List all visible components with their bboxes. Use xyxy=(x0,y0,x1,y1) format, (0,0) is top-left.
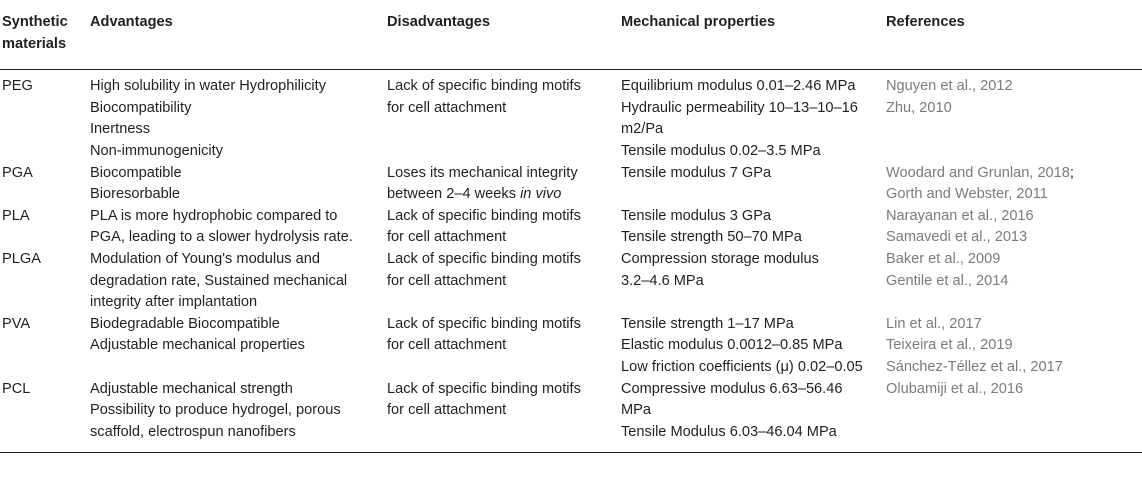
reference-link[interactable]: Nguyen et al., 2012 xyxy=(886,78,1013,95)
material-cell: PEG xyxy=(2,78,33,95)
mechanical-cell xyxy=(619,314,884,379)
disadvantages-line: for cell attachment xyxy=(387,402,507,419)
disadvantages-line: Lack of specific binding motifs xyxy=(387,207,581,224)
material-cell: PCL xyxy=(0,379,88,453)
disadvantages-cell xyxy=(385,249,619,314)
reference-link[interactable]: Zhu, 2010 xyxy=(886,99,952,116)
disadvantages-line: Loses its mechanical integrity xyxy=(387,164,578,181)
advantages-cell xyxy=(88,249,385,314)
advantages-line: Biocompatible xyxy=(90,164,182,181)
advantages-line: Bioresorbable xyxy=(90,186,181,203)
header-advantages: Advantages xyxy=(88,2,385,70)
mechanical-line: 3.2–4.6 MPa xyxy=(621,272,704,289)
material-cell: PLA xyxy=(2,207,30,224)
disadvantages-italic: in vivo xyxy=(520,186,562,203)
advantages-line: Adjustable mechanical strength xyxy=(90,380,293,397)
advantages-cell xyxy=(88,314,385,379)
advantages-line: integrity after implantation xyxy=(90,294,258,311)
reference-link[interactable]: Olubamiji et al., 2016 xyxy=(886,380,1024,397)
table-row xyxy=(0,379,1142,453)
disadvantages-line xyxy=(387,184,619,206)
advantages-cell xyxy=(88,70,385,163)
mechanical-line: Tensile strength 50–70 MPa xyxy=(621,229,802,246)
reference-link[interactable]: Woodard and Grunlan, 2018 xyxy=(886,164,1070,181)
mechanical-cell xyxy=(619,379,884,453)
mechanical-line: Tensile modulus 3 GPa xyxy=(621,207,772,224)
mechanical-line: Tensile modulus 7 GPa xyxy=(621,164,772,181)
advantages-line: Non-immunogenicity xyxy=(90,142,224,159)
reference-link[interactable]: Lin et al., 2017 xyxy=(886,315,982,332)
table-row xyxy=(0,314,1142,379)
advantages-line: Possibility to produce hydrogel, porous xyxy=(90,402,341,419)
disadvantages-cell xyxy=(385,206,619,249)
advantages-cell xyxy=(88,163,385,206)
material-cell: PLGA xyxy=(2,250,41,267)
advantages-cell xyxy=(88,206,385,249)
mechanical-cell xyxy=(619,70,884,163)
references-cell xyxy=(884,206,1142,249)
table-row xyxy=(0,206,1142,249)
mechanical-line: MPa xyxy=(621,402,652,419)
advantages-line: PLA is more hydrophobic compared to xyxy=(90,207,338,224)
disadvantages-line: Lack of specific binding motifs xyxy=(387,315,581,332)
reference-link[interactable]: Samavedi et al., 2013 xyxy=(886,229,1028,246)
disadvantages-cell xyxy=(385,70,619,163)
mechanical-line: Compressive modulus 6.63–56.46 xyxy=(621,380,843,397)
advantages-cell xyxy=(88,379,385,453)
header-mechanical: Mechanical properties xyxy=(619,2,884,70)
references-cell xyxy=(884,314,1142,379)
disadvantages-cell xyxy=(385,379,619,453)
material-cell: PGA xyxy=(2,164,33,181)
reference-link[interactable]: Baker et al., 2009 xyxy=(886,250,1001,267)
advantages-line: Biocompatibility xyxy=(90,99,192,116)
material-cell: PVA xyxy=(2,315,31,332)
references-cell xyxy=(884,249,1142,314)
synthetic-materials-table xyxy=(0,2,1142,453)
disadvantages-cell xyxy=(385,163,619,206)
header-material-line: Synthetic xyxy=(2,14,68,30)
disadvantages-line: Lack of specific binding motifs xyxy=(387,380,581,397)
disadvantages-line: Lack of specific binding motifs xyxy=(387,250,581,267)
reference-link[interactable]: Gentile et al., 2014 xyxy=(886,272,1009,289)
mechanical-line: Tensile strength 1–17 MPa xyxy=(621,315,794,332)
advantages-line: scaffold, electrospun nanofibers xyxy=(90,423,296,440)
disadvantages-line: Lack of specific binding motifs xyxy=(387,78,581,95)
references-cell xyxy=(884,163,1142,206)
header-references: References xyxy=(884,2,1142,70)
advantages-line: Biodegradable Biocompatible xyxy=(90,315,280,332)
disadvantages-cell xyxy=(385,314,619,379)
reference-link[interactable]: Teixeira et al., 2019 xyxy=(886,337,1013,354)
header-material-line: materials xyxy=(2,35,67,52)
mechanical-line: Low friction coefficients (μ) 0.02–0.05 xyxy=(621,358,863,375)
header-material xyxy=(0,2,88,70)
table-row xyxy=(0,163,1142,206)
reference-separator: ; xyxy=(1069,164,1074,181)
table-row xyxy=(0,70,1142,163)
table-row xyxy=(0,249,1142,314)
mechanical-cell xyxy=(619,163,884,206)
reference-line xyxy=(886,163,1142,185)
disadvantages-line: for cell attachment xyxy=(387,229,507,246)
mechanical-line: Equilibrium modulus 0.01–2.46 MPa xyxy=(621,78,856,95)
mechanical-line: m2/Pa xyxy=(621,121,664,138)
reference-link[interactable]: Narayanan et al., 2016 xyxy=(886,207,1034,224)
mechanical-line: Hydraulic permeability 10–13–10–16 xyxy=(621,99,858,116)
mechanical-cell xyxy=(619,206,884,249)
advantages-line: PGA, leading to a slower hydrolysis rate. xyxy=(90,229,353,246)
references-cell xyxy=(884,379,1142,453)
disadvantages-line: for cell attachment xyxy=(387,337,507,354)
disadvantages-line: for cell attachment xyxy=(387,272,507,289)
references-cell xyxy=(884,70,1142,163)
header-disadvantages: Disadvantages xyxy=(385,2,619,70)
advantages-line: Modulation of Young's modulus and xyxy=(90,250,320,267)
mechanical-line: Tensile modulus 0.02–3.5 MPa xyxy=(621,142,821,159)
reference-link[interactable]: Gorth and Webster, 2011 xyxy=(886,186,1048,203)
mechanical-cell xyxy=(619,249,884,314)
advantages-line: Adjustable mechanical properties xyxy=(90,337,305,354)
advantages-line: degradation rate, Sustained mechanical xyxy=(90,272,348,289)
mechanical-line: Tensile Modulus 6.03–46.04 MPa xyxy=(621,423,837,440)
reference-link[interactable]: Sánchez-Téllez et al., 2017 xyxy=(886,358,1063,375)
mechanical-line: Elastic modulus 0.0012–0.85 MPa xyxy=(621,337,843,354)
advantages-line: High solubility in water Hydrophilicity xyxy=(90,78,327,95)
header-row xyxy=(0,2,1142,70)
disadvantages-text: between 2–4 weeks xyxy=(387,186,516,203)
advantages-line: Inertness xyxy=(90,121,151,138)
disadvantages-line: for cell attachment xyxy=(387,99,507,116)
mechanical-line: Compression storage modulus xyxy=(621,250,819,267)
